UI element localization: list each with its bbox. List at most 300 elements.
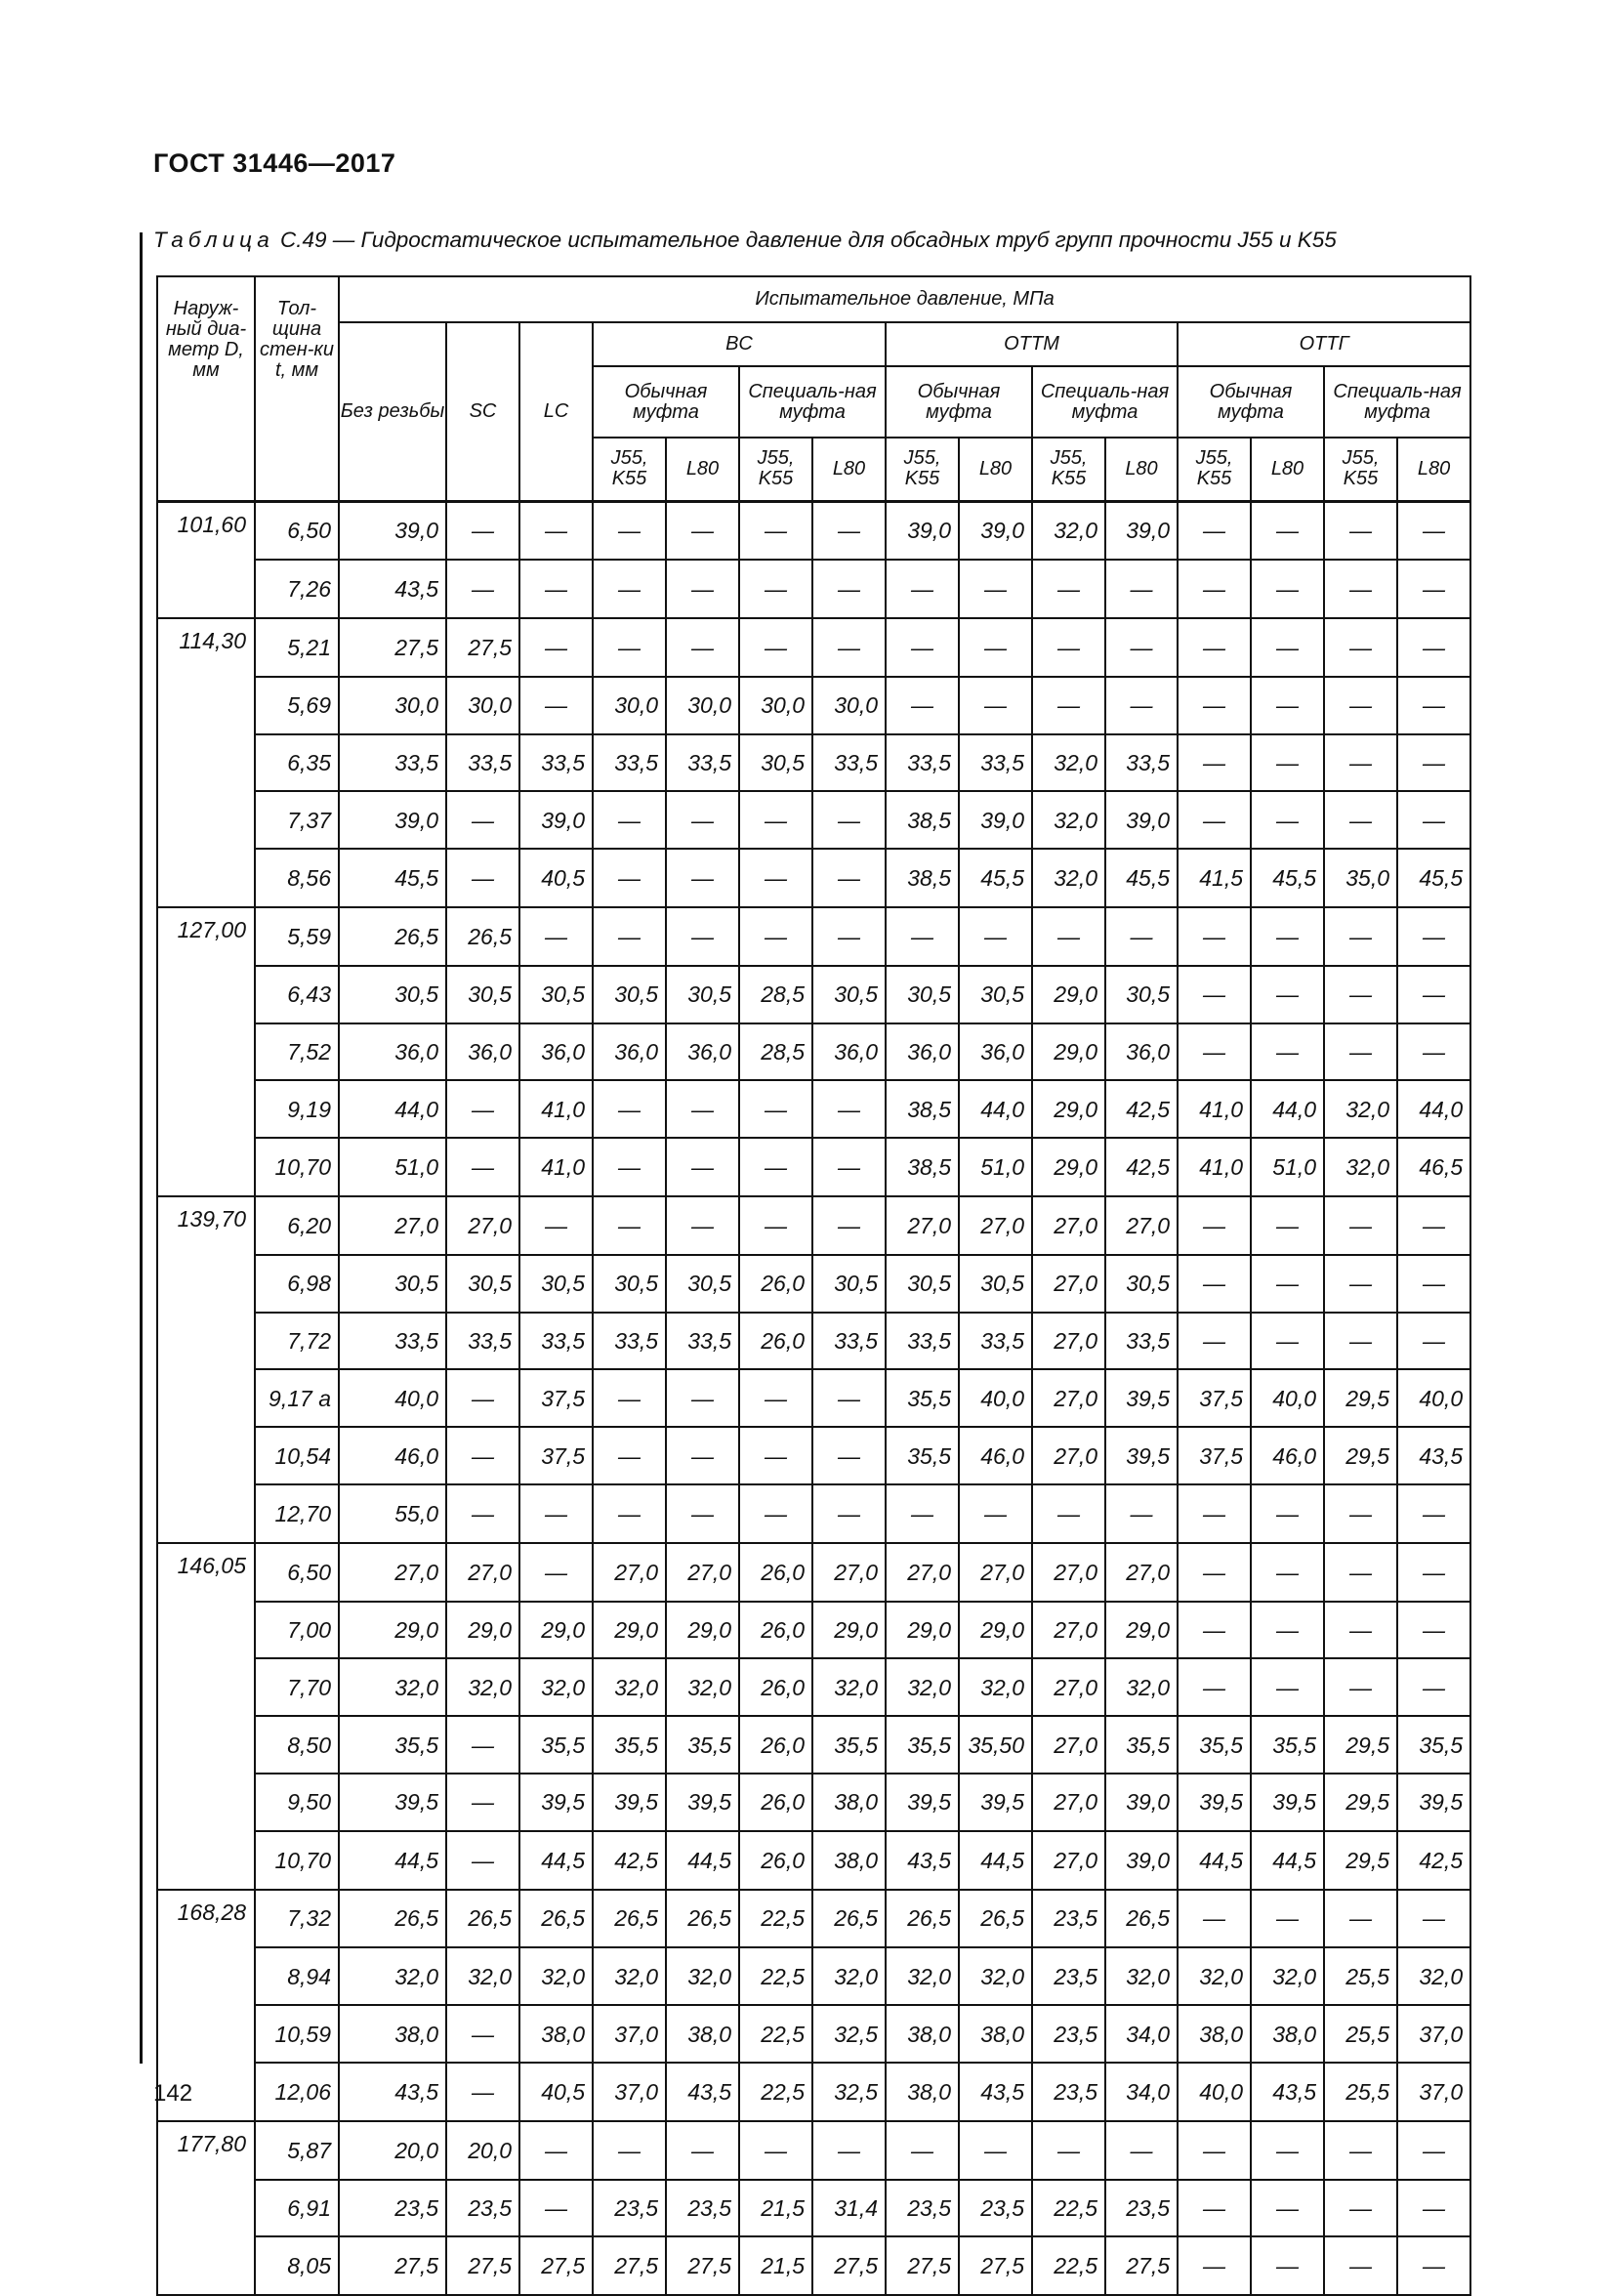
pressure-cell: 39,5 [666, 1774, 739, 1831]
diameter-cell [157, 1138, 255, 1196]
thickness-cell: 7,32 [255, 1890, 339, 1948]
diameter-cell [157, 2180, 255, 2237]
pressure-cell: 20,0 [446, 2121, 519, 2180]
pressure-cell: — [812, 1138, 886, 1196]
pressure-cell: — [446, 1716, 519, 1774]
pressure-cell: 32,0 [446, 1947, 519, 2005]
pressure-cell: — [1397, 2236, 1470, 2295]
pressure-cell: 20,0 [339, 2121, 446, 2180]
diameter-cell [157, 1313, 255, 1370]
pressure-cell: 45,5 [339, 849, 446, 907]
document-header: ГОСТ 31446—2017 [153, 148, 396, 178]
pressure-cell: 35,5 [1397, 1716, 1470, 1774]
pressure-cell: — [812, 907, 886, 966]
pressure-cell: 39,0 [1105, 1774, 1178, 1831]
pressure-cell: — [1178, 1196, 1251, 1255]
pressure-cell: — [1397, 734, 1470, 792]
caption-text: С.49 — Гидростатическое испытательное давление для обсадных труб групп прочности J55 и K55 [280, 228, 1337, 252]
diameter-cell [157, 1023, 255, 1081]
pressure-cell: 32,0 [339, 1658, 446, 1716]
pressure-cell: 33,5 [519, 734, 593, 792]
thickness-cell: 6,20 [255, 1196, 339, 1255]
pressure-cell: — [1251, 1196, 1324, 1255]
pressure-cell: — [1178, 1890, 1251, 1948]
pressure-cell: — [1178, 677, 1251, 734]
table-row [157, 1196, 1470, 1255]
pressure-cell: — [666, 1138, 739, 1196]
pressure-cell: 33,5 [446, 734, 519, 792]
pressure-cell: 39,5 [593, 1774, 666, 1831]
pressure-cell: — [1324, 907, 1397, 966]
diameter-cell [157, 1716, 255, 1774]
table-row [157, 791, 1470, 849]
pressure-cell: 32,0 [339, 1947, 446, 2005]
pressure-cell: 30,5 [446, 1255, 519, 1313]
table-row [157, 1602, 1470, 1659]
pressure-cell: 32,0 [446, 1658, 519, 1716]
pressure-cell: — [1178, 1255, 1251, 1313]
diameter-cell: 139,70 [157, 1196, 255, 1255]
pressure-cell: 27,0 [1032, 1196, 1105, 1255]
pressure-cell: 43,5 [339, 2063, 446, 2121]
pressure-cell: 29,5 [1324, 1369, 1397, 1427]
pressure-cell: — [1397, 1658, 1470, 1716]
pressure-cell: 29,0 [1032, 1080, 1105, 1138]
pressure-cell: — [519, 618, 593, 677]
diameter-cell [157, 1427, 255, 1484]
pressure-cell: 27,0 [1105, 1196, 1178, 1255]
pressure-cell: — [1324, 1658, 1397, 1716]
pressure-cell: — [739, 1138, 812, 1196]
pressure-cell: — [1251, 907, 1324, 966]
pressure-cell: — [1105, 560, 1178, 618]
pressure-cell: — [1178, 560, 1251, 618]
pressure-cell: — [1324, 1543, 1397, 1602]
pressure-cell: 30,5 [666, 966, 739, 1023]
pressure-cell: 30,0 [666, 677, 739, 734]
pressure-cell: 27,0 [959, 1196, 1032, 1255]
pressure-cell: 43,5 [339, 560, 446, 618]
header-grade-j55k55: J55, K55 [593, 438, 666, 501]
diameter-cell [157, 1947, 255, 2005]
pressure-cell: 37,5 [519, 1427, 593, 1484]
pressure-cell: 39,0 [959, 501, 1032, 560]
pressure-cell: — [1397, 618, 1470, 677]
header-ottm-special: Специаль-ная муфта [1032, 366, 1178, 438]
pressure-cell: 36,0 [959, 1023, 1032, 1081]
pressure-cell: 33,5 [666, 734, 739, 792]
pressure-cell: — [593, 2121, 666, 2180]
pressure-cell: 33,5 [1105, 734, 1178, 792]
pressure-cell: 27,0 [666, 1543, 739, 1602]
table-row [157, 618, 1470, 677]
table-row [157, 1658, 1470, 1716]
pressure-cell: — [1178, 966, 1251, 1023]
table-row [157, 2236, 1470, 2295]
pressure-cell: — [1324, 1023, 1397, 1081]
pressure-cell: 28,5 [739, 1023, 812, 1081]
pressure-cell: — [593, 1196, 666, 1255]
thickness-cell: 5,59 [255, 907, 339, 966]
pressure-cell: 29,0 [446, 1602, 519, 1659]
pressure-cell: — [446, 2063, 519, 2121]
pressure-cell: — [1251, 791, 1324, 849]
pressure-cell: — [1324, 1196, 1397, 1255]
pressure-cell: 22,5 [739, 1890, 812, 1948]
table-row [157, 1947, 1470, 2005]
pressure-cell: 38,0 [886, 2063, 959, 2121]
pressure-cell: 26,0 [739, 1716, 812, 1774]
pressure-cell: 45,5 [1251, 849, 1324, 907]
pressure-cell: 27,0 [1032, 1427, 1105, 1484]
pressure-cell: 30,0 [446, 677, 519, 734]
pressure-cell: 32,0 [886, 1658, 959, 1716]
pressure-cell: 44,5 [666, 1831, 739, 1890]
pressure-cell: — [1324, 1602, 1397, 1659]
table-row [157, 677, 1470, 734]
pressure-cell: — [666, 849, 739, 907]
pressure-cell: — [812, 560, 886, 618]
table-caption [153, 228, 1481, 253]
table-row [157, 1080, 1470, 1138]
header-bc: BC [593, 322, 886, 366]
pressure-cell: 32,5 [812, 2005, 886, 2063]
pressure-cell: — [1178, 501, 1251, 560]
pressure-cell: 25,5 [1324, 2005, 1397, 2063]
pressure-cell: — [1251, 2121, 1324, 2180]
pressure-cell: — [1178, 734, 1251, 792]
thickness-cell: 7,52 [255, 1023, 339, 1081]
pressure-cell: — [1032, 1484, 1105, 1543]
table-row [157, 734, 1470, 792]
diameter-cell [157, 2236, 255, 2295]
pressure-cell: 27,0 [886, 1543, 959, 1602]
pressure-cell: — [1397, 1196, 1470, 1255]
pressure-cell: 33,5 [959, 734, 1032, 792]
pressure-cell: 45,5 [1105, 849, 1178, 907]
header-grade-l80: L80 [666, 438, 739, 501]
pressure-cell: 35,50 [959, 1716, 1032, 1774]
pressure-cell: — [1251, 734, 1324, 792]
header-test-pressure: Испытательное давление, МПа [339, 276, 1470, 322]
pressure-cell: 29,0 [959, 1602, 1032, 1659]
header-bc-special: Специаль-ная муфта [739, 366, 886, 438]
pressure-cell: — [446, 501, 519, 560]
pressure-cell: 39,0 [886, 501, 959, 560]
pressure-cell: — [1251, 2180, 1324, 2237]
pressure-cell: 33,5 [959, 1313, 1032, 1370]
thickness-cell: 12,06 [255, 2063, 339, 2121]
pressure-cell: — [812, 1080, 886, 1138]
pressure-cell: 26,5 [1105, 1890, 1178, 1948]
pressure-cell: 38,0 [519, 2005, 593, 2063]
pressure-cell: 26,0 [739, 1774, 812, 1831]
pressure-cell: 26,0 [739, 1543, 812, 1602]
header-diameter: Наруж-ный диа-метр D, мм [157, 276, 255, 501]
pressure-cell: 43,5 [1251, 2063, 1324, 2121]
table-row [157, 1369, 1470, 1427]
pressure-cell: 27,0 [886, 1196, 959, 1255]
pressure-cell: 32,0 [959, 1658, 1032, 1716]
pressure-cell: 39,5 [519, 1774, 593, 1831]
pressure-cell: — [593, 1138, 666, 1196]
pressure-cell: 35,5 [666, 1716, 739, 1774]
pressure-cell: 30,0 [339, 677, 446, 734]
pressure-cell: 35,5 [519, 1716, 593, 1774]
header-ottm-regular: Обычная муфта [886, 366, 1032, 438]
pressure-cell: 33,5 [666, 1313, 739, 1370]
pressure-cell: 36,0 [886, 1023, 959, 1081]
pressure-cell: 46,0 [1251, 1427, 1324, 1484]
pressure-cell: 29,0 [1032, 966, 1105, 1023]
pressure-cell: — [593, 1080, 666, 1138]
pressure-cell: — [1324, 966, 1397, 1023]
pressure-cell: — [446, 1831, 519, 1890]
pressure-cell: 36,0 [666, 1023, 739, 1081]
diameter-cell: 114,30 [157, 618, 255, 677]
pressure-cell: — [886, 560, 959, 618]
pressure-cell: 46,5 [1397, 1138, 1470, 1196]
pressure-cell: 30,5 [339, 966, 446, 1023]
pressure-cell: 27,0 [1105, 1543, 1178, 1602]
pressure-cell: — [739, 2121, 812, 2180]
pressure-cell: 30,5 [886, 966, 959, 1023]
pressure-cell: 28,5 [739, 966, 812, 1023]
pressure-cell: — [1397, 1543, 1470, 1602]
pressure-cell: — [593, 1484, 666, 1543]
pressure-cell: — [446, 1484, 519, 1543]
pressure-cell: 29,0 [593, 1602, 666, 1659]
pressure-cell: — [886, 618, 959, 677]
pressure-cell: — [1324, 560, 1397, 618]
pressure-cell: — [1032, 677, 1105, 734]
thickness-cell: 5,87 [255, 2121, 339, 2180]
diameter-cell [157, 1080, 255, 1138]
pressure-cell: 29,5 [1324, 1831, 1397, 1890]
pressure-cell: — [1251, 1255, 1324, 1313]
pressure-cell: 38,5 [886, 1138, 959, 1196]
pressure-cell: 33,5 [886, 734, 959, 792]
header-grade-l80: L80 [1397, 438, 1470, 501]
pressure-cell: — [666, 1427, 739, 1484]
pressure-cell: — [739, 1369, 812, 1427]
pressure-cell: 35,5 [886, 1427, 959, 1484]
pressure-cell: 32,0 [1178, 1947, 1251, 2005]
pressure-cell: — [959, 677, 1032, 734]
diameter-cell: 168,28 [157, 1890, 255, 1948]
pressure-cell: — [812, 1369, 886, 1427]
pressure-cell: 40,0 [1251, 1369, 1324, 1427]
pressure-cell: 40,0 [1178, 2063, 1251, 2121]
pressure-cell: — [593, 501, 666, 560]
pressure-cell: 55,0 [339, 1484, 446, 1543]
pressure-cell: 43,5 [886, 1831, 959, 1890]
pressure-cell: 30,0 [739, 677, 812, 734]
pressure-cell: — [666, 1369, 739, 1427]
pressure-cell: — [1324, 734, 1397, 792]
pressure-cell: 29,0 [1105, 1602, 1178, 1659]
pressure-cell: 27,5 [339, 2236, 446, 2295]
pressure-cell: 43,5 [959, 2063, 1032, 2121]
pressure-cell: 38,0 [886, 2005, 959, 2063]
pressure-cell: 32,0 [593, 1658, 666, 1716]
pressure-cell: 21,5 [739, 2236, 812, 2295]
thickness-cell: 7,70 [255, 1658, 339, 1716]
pressure-cell: 44,0 [339, 1080, 446, 1138]
pressure-cell: 25,5 [1324, 2063, 1397, 2121]
pressure-cell: — [1178, 2121, 1251, 2180]
pressure-cell: — [1397, 966, 1470, 1023]
pressure-cell: — [739, 501, 812, 560]
header-grade-j55k55: J55, K55 [1032, 438, 1105, 501]
table-row [157, 1484, 1470, 1543]
pressure-cell: — [739, 1196, 812, 1255]
pressure-cell: — [1397, 1602, 1470, 1659]
pressure-cell: 26,5 [446, 907, 519, 966]
pressure-cell: — [1105, 677, 1178, 734]
pressure-cell: 42,5 [1397, 1831, 1470, 1890]
table-row [157, 2180, 1470, 2237]
thickness-cell: 9,19 [255, 1080, 339, 1138]
pressure-cell: 27,5 [339, 618, 446, 677]
pressure-cell: 35,5 [886, 1369, 959, 1427]
pressure-cell: 27,0 [339, 1543, 446, 1602]
pressure-cell: — [739, 618, 812, 677]
thickness-cell: 6,50 [255, 1543, 339, 1602]
pressure-cell: 32,0 [1105, 1658, 1178, 1716]
pressure-cell: 37,0 [1397, 2005, 1470, 2063]
table-row [157, 1427, 1470, 1484]
table-row [157, 1890, 1470, 1948]
pressure-cell: 37,5 [1178, 1427, 1251, 1484]
pressure-cell: — [446, 560, 519, 618]
thickness-cell: 8,05 [255, 2236, 339, 2295]
pressure-cell: — [519, 2180, 593, 2237]
pressure-cell: — [593, 791, 666, 849]
pressure-cell: — [812, 1484, 886, 1543]
header-ottg-special: Специаль-ная муфта [1324, 366, 1470, 438]
pressure-cell: 30,5 [593, 966, 666, 1023]
diameter-cell [157, 2005, 255, 2063]
pressure-cell: 35,5 [886, 1716, 959, 1774]
diameter-cell [157, 560, 255, 618]
pressure-cell: 23,5 [593, 2180, 666, 2237]
header-ottm: ОТТМ [886, 322, 1178, 366]
pressure-cell: 35,5 [812, 1716, 886, 1774]
pressure-cell: — [1178, 2180, 1251, 2237]
pressure-cell: — [812, 618, 886, 677]
pressure-cell: — [812, 791, 886, 849]
pressure-cell: 43,5 [1397, 1427, 1470, 1484]
pressure-cell: 32,0 [519, 1947, 593, 2005]
pressure-cell: 39,5 [1397, 1774, 1470, 1831]
pressure-cell: 32,0 [1032, 734, 1105, 792]
pressure-cell: — [446, 1774, 519, 1831]
pressure-cell: — [1324, 2180, 1397, 2237]
pressure-cell: 41,0 [1178, 1138, 1251, 1196]
thickness-cell: 7,00 [255, 1602, 339, 1659]
table-row [157, 1774, 1470, 1831]
pressure-cell: — [519, 501, 593, 560]
pressure-cell: 30,0 [812, 677, 886, 734]
thickness-cell: 10,54 [255, 1427, 339, 1484]
pressure-cell: 26,5 [886, 1890, 959, 1948]
pressure-cell: 30,5 [593, 1255, 666, 1313]
pressure-cell: 44,0 [959, 1080, 1032, 1138]
thickness-cell: 10,70 [255, 1831, 339, 1890]
pressure-cell: 27,5 [519, 2236, 593, 2295]
pressure-cell: — [666, 501, 739, 560]
pressure-cell: — [1251, 1602, 1324, 1659]
pressure-cell: — [1324, 2236, 1397, 2295]
diameter-cell: 101,60 [157, 501, 255, 560]
pressure-cell: 39,0 [519, 791, 593, 849]
pressure-cell: 27,5 [1105, 2236, 1178, 2295]
pressure-cell: 32,0 [959, 1947, 1032, 2005]
pressure-cell: — [1324, 1484, 1397, 1543]
pressure-cell: — [1178, 1602, 1251, 1659]
pressure-cell: 32,0 [812, 1658, 886, 1716]
pressure-cell: 34,0 [1105, 2005, 1178, 2063]
pressure-cell: — [593, 849, 666, 907]
pressure-cell: 36,0 [1105, 1023, 1178, 1081]
pressure-cell: 30,5 [812, 966, 886, 1023]
pressure-cell: 32,0 [1251, 1947, 1324, 2005]
header-bc-regular: Обычная муфта [593, 366, 739, 438]
pressure-cell: 27,0 [339, 1196, 446, 1255]
pressure-cell: — [593, 618, 666, 677]
thickness-cell: 8,50 [255, 1716, 339, 1774]
pressure-cell: — [519, 1484, 593, 1543]
pressure-cell: — [446, 1080, 519, 1138]
header-grade-j55k55: J55, K55 [1324, 438, 1397, 501]
pressure-cell: — [1105, 907, 1178, 966]
pressure-cell: 30,5 [446, 966, 519, 1023]
pressure-cell: — [1251, 1023, 1324, 1081]
pressure-cell: — [666, 1196, 739, 1255]
pressure-cell: 27,0 [1032, 1658, 1105, 1716]
table-row [157, 2121, 1470, 2180]
pressure-cell: 32,0 [812, 1947, 886, 2005]
pressure-cell: — [1397, 907, 1470, 966]
diameter-cell: 146,05 [157, 1543, 255, 1602]
pressure-cell: 30,5 [739, 734, 812, 792]
pressure-cell: — [1178, 1313, 1251, 1370]
pressure-cell: — [1324, 618, 1397, 677]
pressure-cell: — [1397, 2121, 1470, 2180]
pressure-cell: 29,0 [666, 1602, 739, 1659]
table-row [157, 907, 1470, 966]
pressure-cell: 26,0 [739, 1658, 812, 1716]
pressure-cell: — [959, 907, 1032, 966]
diameter-cell [157, 1369, 255, 1427]
pressure-cell: 23,5 [1032, 2005, 1105, 2063]
pressure-cell: — [959, 560, 1032, 618]
pressure-cell: — [446, 849, 519, 907]
pressure-cell: 45,5 [959, 849, 1032, 907]
pressure-cell: 22,5 [739, 2005, 812, 2063]
pressure-cell: 23,5 [339, 2180, 446, 2237]
table-row [157, 2005, 1470, 2063]
table-row [157, 966, 1470, 1023]
pressure-cell: 27,0 [1032, 1774, 1105, 1831]
header-grade-l80: L80 [1105, 438, 1178, 501]
pressure-cell: 30,5 [1105, 1255, 1178, 1313]
thickness-cell: 12,70 [255, 1484, 339, 1543]
pressure-cell: 39,5 [1105, 1369, 1178, 1427]
pressure-cell: — [1397, 501, 1470, 560]
pressure-cell: 37,0 [1397, 2063, 1470, 2121]
